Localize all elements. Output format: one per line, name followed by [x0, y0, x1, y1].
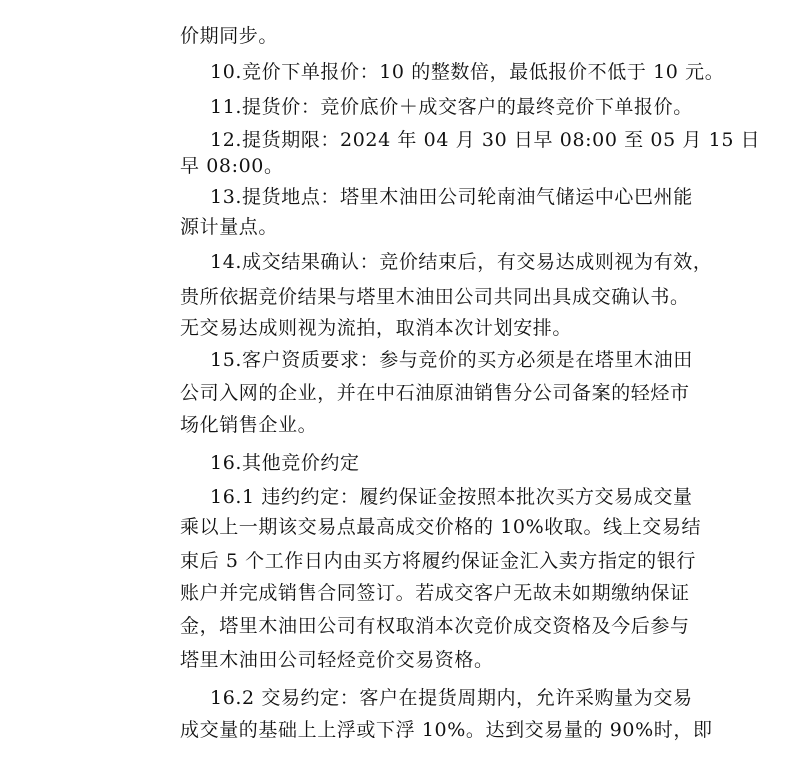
text-line-13: 场化销售企业。 — [180, 414, 318, 436]
text-line-6: 13.提货地点：塔里木油田公司轮南油气储运中心巴州能 — [210, 186, 693, 208]
text-line-18: 账户并完成销售合同签订。若成交客户无故未如期缴纳保证 — [180, 582, 690, 604]
text-line-5: 早 08:00。 — [180, 155, 284, 177]
text-line-15: 16.1 违约约定：履约保证金按照本批次买方交易成交量 — [210, 486, 693, 508]
text-line-2: 10.竞价下单报价：10 的整数倍，最低报价不低于 10 元。 — [210, 61, 725, 83]
text-line-20: 塔里木油田公司轻烃竞价交易资格。 — [180, 649, 494, 671]
text-line-21: 16.2 交易约定：客户在提货周期内，允许采购量为交易 — [210, 687, 693, 709]
text-line-9: 贵所依据竞价结果与塔里木油田公司共同出具成交确认书。 — [180, 286, 690, 308]
text-line-1: 价期同步。 — [180, 25, 279, 47]
text-line-16: 乘以上一期该交易点最高成交价格的 10%收取。线上交易结 — [180, 516, 702, 538]
text-line-19: 金，塔里木油田公司有权取消本次竞价成交资格及今后参与 — [180, 615, 690, 637]
text-line-8: 14.成交结果确认：竞价结束后，有交易达成则视为有效， — [210, 251, 713, 273]
text-line-7: 源计量点。 — [180, 216, 279, 238]
text-line-11: 15.客户资质要求：参与竞价的买方必须是在塔里木油田 — [210, 349, 693, 371]
text-line-3: 11.提货价：竞价底价＋成交客户的最终竞价下单报价。 — [210, 96, 693, 118]
text-line-17: 束后 5 个工作日内由买方将履约保证金汇入卖方指定的银行 — [180, 550, 696, 572]
text-line-12: 公司入网的企业，并在中石油原油销售分公司备案的轻烃市 — [180, 382, 690, 404]
text-line-10: 无交易达成则视为流拍，取消本次计划安排。 — [180, 317, 573, 339]
text-line-14: 16.其他竞价约定 — [210, 452, 360, 474]
text-line-4: 12.提货期限：2024 年 04 月 30 日早 08:00 至 05 月 15 日 — [210, 129, 761, 151]
text-line-22: 成交量的基础上上浮或下浮 10%。达到交易量的 90%时，即 — [180, 719, 713, 741]
